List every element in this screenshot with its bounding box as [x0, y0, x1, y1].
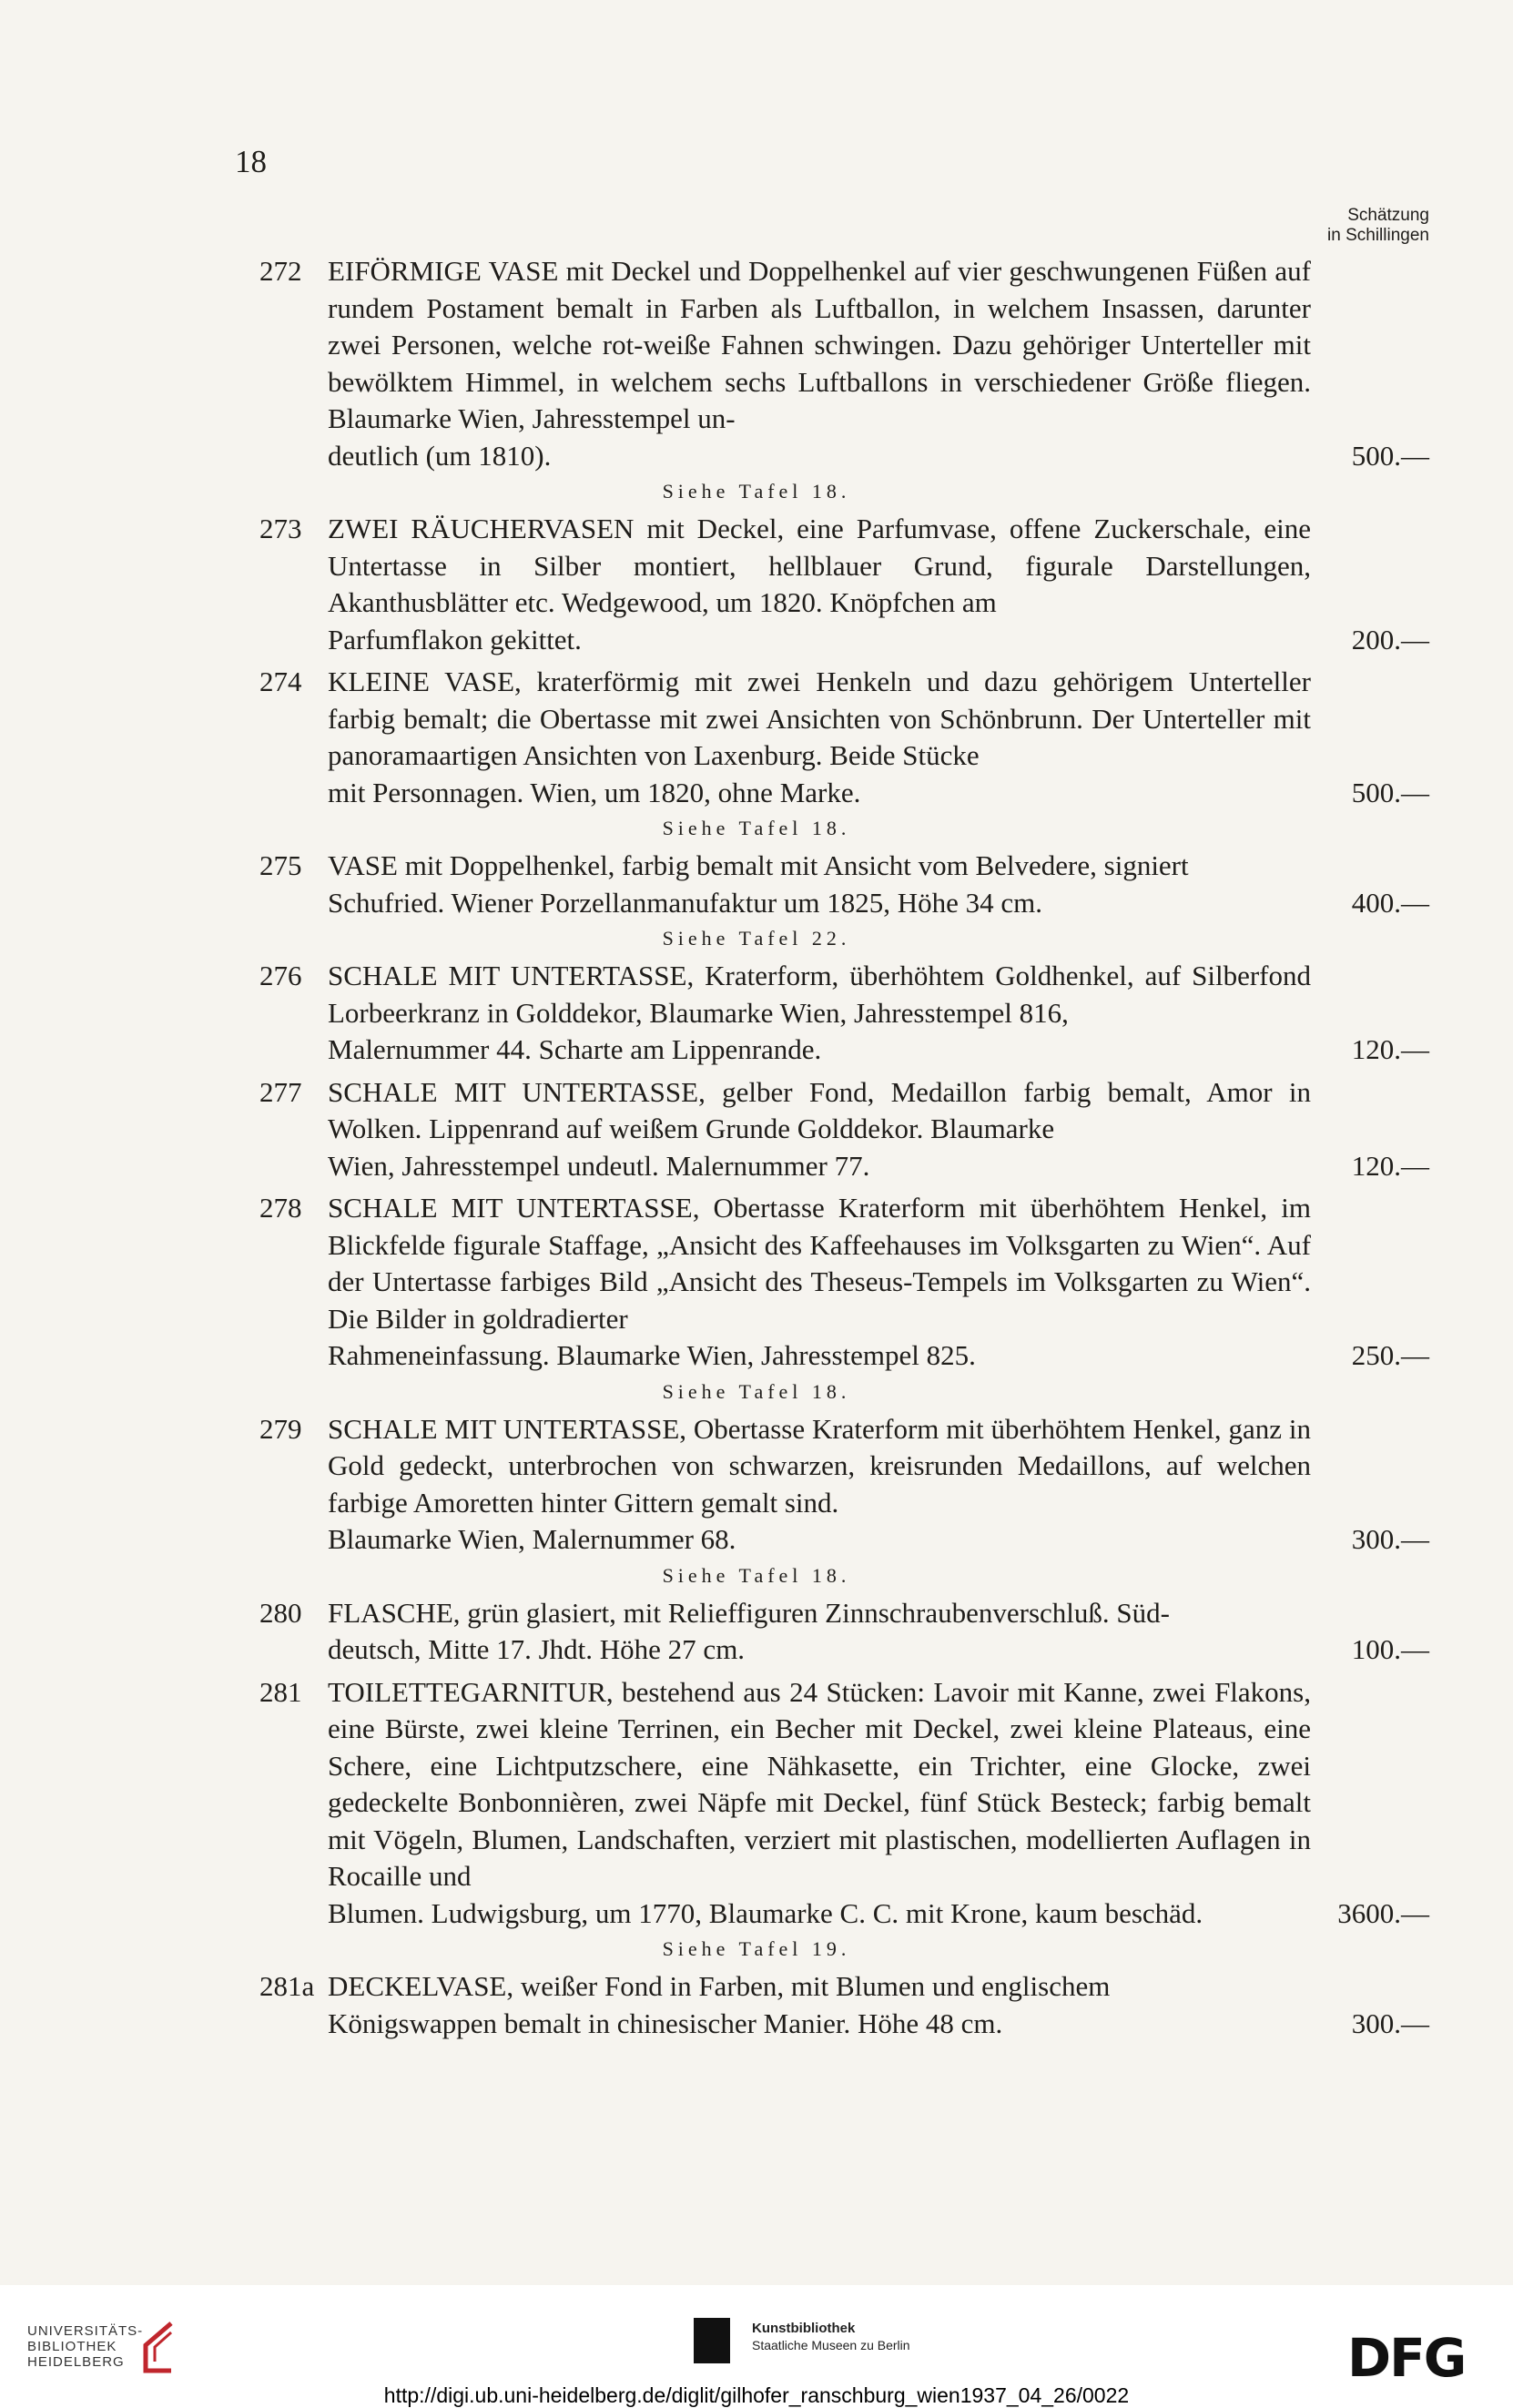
- entry-price: 100.—: [1351, 1633, 1429, 1665]
- entry-number: 278: [259, 1192, 302, 1224]
- entry-text: EIFÖRMIGE VASE mit Deckel und Doppelhenkel auf vier geschwungenen Füßen auf rundem Postament bemalt in Farben als Luftballon, in welchem Insassen, darunter zwei Personen, welche rot-weiße Fahnen schwingen. Dazu gehöriger Unterteller mit bewölktem Himmel, in welchem sechs Luftballons in verschiedener Größe fliegen. Blaumarke Wien, Jahresstempel un-: [328, 255, 1311, 434]
- entry-text: DECKELVASE, weißer Fond in Farben, mit Blumen und englischem: [328, 1970, 1111, 2002]
- entry-number: 281a: [259, 1970, 315, 2002]
- uni-line: UNIVERSITÄTS-: [27, 2323, 144, 2339]
- footer: [0, 2285, 1513, 2408]
- entry-last-line: [328, 1337, 1429, 1375]
- entry-number: 276: [259, 960, 302, 991]
- entry-last-text: mit Personnagen. Wien, um 1820, ohne Marke.: [328, 776, 861, 808]
- column-header-line2: in Schillingen: [1327, 226, 1429, 245]
- entry-last-text: deutlich (um 1810).: [328, 439, 552, 472]
- entry-description: [328, 1074, 1429, 1185]
- entry-last-text: Malernummer 44. Scharte am Lippenrande.: [328, 1033, 822, 1065]
- entry-last-line: [328, 1895, 1429, 1933]
- uni-line: HEIDELBERG: [27, 2354, 125, 2370]
- plate-reference: Siehe Tafel 18.: [662, 1563, 851, 1587]
- catalog-entry: [0, 1411, 1513, 1559]
- entry-last-text: Parfumflakon gekittet.: [328, 623, 582, 655]
- source-url[interactable]: http://digi.ub.uni-heidelberg.de/diglit/gilhofer_ranschburg_wien1937_04_26/0022: [383, 2383, 1130, 2407]
- entry-text: SCHALE MIT UNTERTASSE, Kraterform, überhöhtem Goldhenkel, auf Silberfond Lorbeerkranz in Golddekor, Blaumarke Wien, Jahresstempel 816,: [328, 960, 1311, 1029]
- entry-last-line: [328, 438, 1429, 475]
- entry-number: 275: [259, 849, 302, 881]
- entry-last-line: [328, 622, 1429, 659]
- entry-text: KLEINE VASE, kraterförmig mit zwei Henkeln und dazu gehörigem Unterteller farbig bemalt; die Obertasse mit zwei Ansichten von Schönbrunn. Der Unterteller mit panoramaartigen Ansichten von Laxenburg. Beide Stücke: [328, 666, 1311, 771]
- entry-price: 400.—: [1351, 886, 1429, 919]
- entry-text: SCHALE MIT UNTERTASSE, Obertasse Kraterform mit überhöhtem Henkel, ganz in Gold gedeckt, unterbrochen von schwarzen, kreisrunden Medaillons, auf welchen farbige Amoretten hinter Gittern gemalt sind.: [328, 1412, 1311, 1519]
- catalog-entry: [0, 1674, 1513, 1933]
- entry-number: 279: [259, 1412, 302, 1445]
- entry-price: 120.—: [1351, 1033, 1429, 1065]
- university-logo-icon: [137, 2318, 178, 2376]
- catalog-entry: [0, 664, 1513, 811]
- kb-title: Kunstbibliothek: [752, 2321, 856, 2336]
- catalog-entry: [0, 848, 1513, 921]
- entry-last-text: Schufried. Wiener Porzellanmanufaktur um 1825, Höhe 34 cm.: [328, 886, 1043, 919]
- university-library-logo-text: [27, 2323, 143, 2370]
- entry-number: 281: [259, 1675, 302, 1708]
- entry-last-line: [328, 885, 1429, 922]
- entry-text: TOILETTEGARNITUR, bestehend aus 24 Stücken: Lavoir mit Kanne, zwei Flakons, eine Bürste, zwei kleine Terrinen, ein Becher mit Deckel, zwei kleine Plateaus, eine Schere, eine Lichtputzschere, eine Nähkasette, ein Trichter, eine Glocke, zwei gedeckelte Bonbonnièren, zwei Näpfe mit Deckel, fünf Stück Besteck; farbig bemalt mit Vögeln, Blumen, Landschaften, verziert mit plastischen, modellierten Auflagen in Rocaille und: [328, 1675, 1311, 1892]
- column-header: [1327, 206, 1429, 246]
- entry-price: 500.—: [1351, 439, 1429, 472]
- catalog-entry: [0, 1074, 1513, 1185]
- catalog-entries: [0, 253, 1513, 2047]
- entry-price: 120.—: [1351, 1149, 1429, 1182]
- kunstbibliothek-logo-icon: [694, 2318, 730, 2363]
- entry-price: 300.—: [1351, 1523, 1429, 1555]
- entry-price: 200.—: [1351, 623, 1429, 655]
- entry-last-text: Blaumarke Wien, Malernummer 68.: [328, 1523, 736, 1555]
- plate-reference: Siehe Tafel 19.: [662, 1937, 851, 1960]
- entry-last-line: [328, 1521, 1429, 1559]
- page-number: 18: [235, 144, 267, 179]
- catalog-entry: [0, 1595, 1513, 1669]
- entry-price: 250.—: [1351, 1339, 1429, 1371]
- entry-price: 300.—: [1351, 2007, 1429, 2039]
- entry-last-line: [328, 1031, 1429, 1069]
- entry-number: 273: [259, 513, 302, 544]
- entry-description: [328, 664, 1429, 811]
- entry-description: [328, 958, 1429, 1069]
- plate-reference: Siehe Tafel 18.: [662, 480, 851, 503]
- entry-text: SCHALE MIT UNTERTASSE, gelber Fond, Medaillon farbig bemalt, Amor in Wolken. Lippenrand auf weißem Grunde Golddekor. Blaumarke: [328, 1075, 1311, 1144]
- catalog-entry: [0, 1190, 1513, 1375]
- catalog-entry: [0, 511, 1513, 658]
- entry-last-line: [328, 2006, 1429, 2043]
- entry-last-text: deutsch, Mitte 17. Jhdt. Höhe 27 cm.: [328, 1633, 746, 1665]
- entry-number: 280: [259, 1596, 302, 1629]
- entry-last-text: Blumen. Ludwigsburg, um 1770, Blaumarke C. C. mit Krone, kaum beschäd.: [328, 1896, 1203, 1929]
- entry-number: 277: [259, 1075, 302, 1108]
- entry-last-text: Rahmeneinfassung. Blaumarke Wien, Jahresstempel 825.: [328, 1339, 976, 1371]
- entry-description: [328, 253, 1429, 474]
- catalog-entry: [0, 253, 1513, 474]
- entry-description: [328, 848, 1429, 921]
- kb-subtitle: Staatliche Museen zu Berlin: [752, 2338, 910, 2352]
- entry-description: [328, 1968, 1429, 2042]
- plate-reference: Siehe Tafel 22.: [662, 927, 851, 950]
- entry-text: SCHALE MIT UNTERTASSE, Obertasse Kraterform mit überhöhtem Henkel, im Blickfelde figurale Staffage, „Ansicht des Kaffeehauses im Volksgarten zu Wien“. Auf der Untertasse farbiges Bild „Ansicht des Theseus-Tempels im Volksgarten zu Wien“. Die Bilder in goldradierter: [328, 1192, 1311, 1335]
- dfg-logo: DFG: [1347, 2327, 1466, 2389]
- entry-description: [328, 511, 1429, 658]
- uni-line: BIBLIOTHEK: [27, 2339, 117, 2354]
- entry-number: 272: [259, 255, 302, 287]
- entry-last-text: Wien, Jahresstempel undeutl. Malernummer 77.: [328, 1149, 870, 1182]
- entry-text: VASE mit Doppelhenkel, farbig bemalt mit Ansicht vom Belvedere, signiert: [328, 849, 1189, 881]
- entry-text: ZWEI RÄUCHERVASEN mit Deckel, eine Parfumvase, offene Zuckerschale, eine Untertasse in Silber montiert, hellblauer Grund, figurale Darstellungen, Akanthusblätter etc. Wedgewood, um 1820. Knöpfchen am: [328, 513, 1311, 618]
- plate-reference: Siehe Tafel 18.: [662, 1379, 851, 1403]
- catalog-entry: [0, 958, 1513, 1069]
- kunstbibliothek-text: [752, 2320, 910, 2353]
- entry-description: [328, 1411, 1429, 1559]
- entry-text: FLASCHE, grün glasiert, mit Relieffiguren Zinnschraubenverschluß. Süd-: [328, 1596, 1170, 1629]
- plate-reference: Siehe Tafel 18.: [662, 817, 851, 839]
- catalog-entry: [0, 1968, 1513, 2042]
- entry-description: [328, 1595, 1429, 1669]
- entry-last-line: [328, 1631, 1429, 1669]
- entry-price: 3600.—: [1337, 1896, 1429, 1929]
- entry-last-line: [328, 1148, 1429, 1185]
- entry-last-line: [328, 775, 1429, 812]
- entry-number: 274: [259, 666, 302, 697]
- entry-description: [328, 1674, 1429, 1933]
- entry-description: [328, 1190, 1429, 1375]
- column-header-line1: Schätzung: [1347, 206, 1429, 225]
- entry-price: 500.—: [1351, 776, 1429, 808]
- entry-last-text: Königswappen bemalt in chinesischer Manier. Höhe 48 cm.: [328, 2007, 1003, 2039]
